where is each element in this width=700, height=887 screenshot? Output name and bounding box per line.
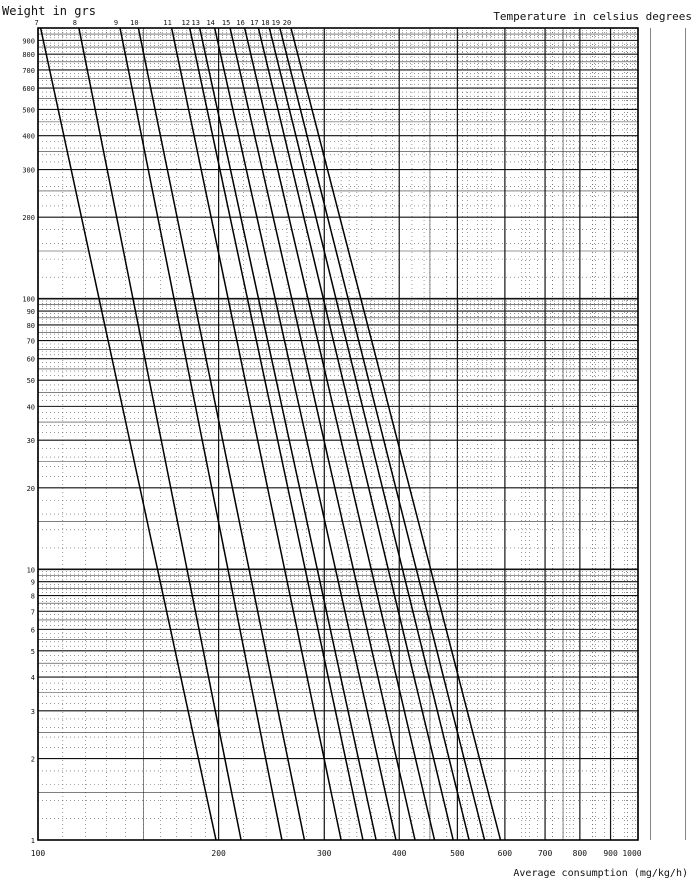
y-tick-label: 4: [30, 674, 35, 683]
y-tick-label: 400: [22, 132, 35, 141]
x-tick-label: 900: [603, 849, 618, 858]
x-tick-label: 100: [30, 849, 46, 858]
series-label-17: 17: [250, 19, 259, 27]
y-tick-label: 600: [22, 85, 35, 94]
y-tick-label: 700: [22, 66, 35, 75]
x-tick-label: 300: [317, 849, 332, 858]
x-tick-label: 1000: [622, 849, 642, 858]
y-tick-label: 50: [26, 377, 35, 386]
y-tick-label: 70: [26, 337, 35, 346]
series-label-8: 8: [72, 19, 78, 27]
series-label-19: 19: [271, 19, 281, 27]
x-tick-label: 600: [497, 849, 513, 858]
series-label-7: 7: [34, 19, 39, 27]
series-line-16: [245, 28, 435, 840]
series-line-19: [280, 28, 485, 840]
y-tick-label: 80: [26, 321, 35, 330]
x-tick-label: 400: [392, 849, 407, 858]
y-tick-label: 90: [26, 308, 35, 317]
y-tick-label: 5: [30, 647, 35, 656]
series-line-7: [41, 28, 216, 840]
y-tick-label: 60: [26, 355, 35, 364]
series-label-16: 16: [236, 19, 245, 27]
series-label-20: 20: [282, 19, 292, 27]
series-line-10: [138, 28, 304, 840]
x-tick-label: 700: [537, 849, 553, 858]
y-tick-label: 300: [22, 166, 35, 175]
y-tick-label: 7: [30, 608, 35, 617]
y-axis-title: Weight in grs: [2, 4, 96, 18]
y-tick-label: 8: [30, 592, 35, 601]
x-tick-label: 500: [450, 849, 465, 858]
y-tick-label: 800: [22, 51, 35, 60]
y-tick-label: 100: [22, 295, 35, 304]
x-axis-title: Average consumption (mg/kg/h): [513, 868, 688, 879]
series-line-11: [172, 28, 341, 840]
series-line-12: [190, 28, 363, 840]
y-tick-label: 9: [30, 578, 35, 587]
series-label-11: 11: [163, 19, 172, 27]
y-tick-label: 40: [26, 403, 35, 412]
y-tick-label: 6: [30, 626, 35, 635]
y-tick-label: 20: [26, 484, 35, 493]
y-tick-label: 30: [26, 437, 35, 446]
y-tick-label: 2: [30, 755, 35, 764]
y-tick-label: 3: [30, 707, 35, 716]
y-tick-label: 200: [22, 214, 35, 223]
series-label-12: 12: [181, 19, 190, 27]
series-line-8: [79, 28, 241, 840]
series-label-18: 18: [261, 19, 270, 27]
x-tick-label: 200: [211, 849, 226, 858]
series-label-15: 15: [221, 19, 231, 27]
series-label-10: 10: [130, 19, 139, 27]
series-label-14: 14: [206, 19, 215, 27]
y-tick-label: 500: [22, 106, 35, 115]
y-tick-label: 1: [30, 837, 35, 845]
legend-title: Temperature in celsius degrees: [493, 10, 692, 23]
series-label-13: 13: [191, 19, 200, 27]
y-tick-label: 900: [22, 37, 35, 46]
y-tick-label: 10: [26, 566, 35, 575]
x-tick-label: 800: [572, 849, 588, 858]
series-label-9: 9: [113, 19, 119, 27]
